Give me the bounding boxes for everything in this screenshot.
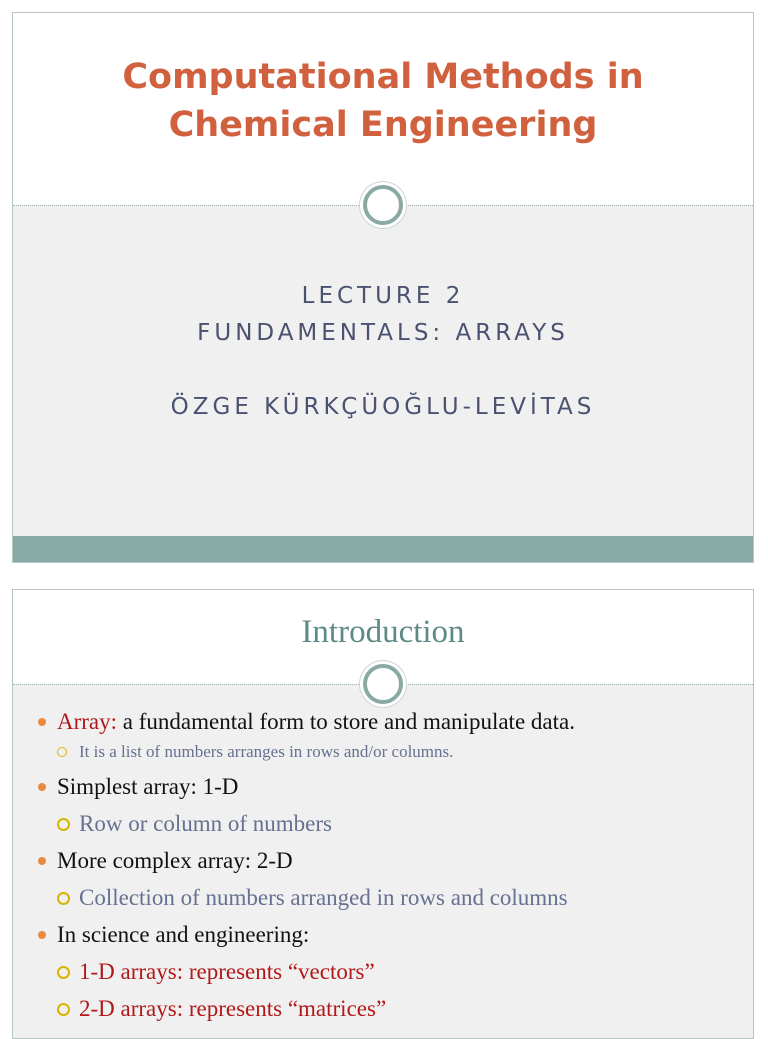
bullet-dot-icon — [38, 931, 46, 939]
ring-ornament-icon — [363, 185, 403, 225]
title-slide — [12, 12, 754, 563]
sub-bullet-circle-icon — [57, 747, 67, 757]
bullet-text: Simplest array: 1-D — [57, 774, 239, 799]
sub-bullet-circle-icon — [57, 966, 70, 979]
bullet-text: More complex array: 2-D — [57, 848, 293, 873]
sub-bullet-text: 2-D arrays: represents “matrices” — [79, 996, 387, 1021]
bullet-dot-icon — [38, 783, 46, 791]
sub-bullet-circle-icon — [57, 892, 70, 905]
sub-bullet-text: 1-D arrays: represents “vectors” — [79, 959, 375, 984]
ring-ornament-icon — [363, 664, 403, 704]
sub-bullet-circle-icon — [57, 818, 70, 831]
slide-title-line1: Computational Methods in — [122, 57, 644, 97]
sub-bullet-vectors — [13, 958, 753, 985]
lecture-topic: FUNDAMENTALS: ARRAYS — [197, 320, 569, 346]
sub-bullet-text: It is a list of numbers arranges in rows and/or columns. — [79, 742, 454, 761]
bullet-complex-array — [13, 847, 753, 874]
bullet-simplest-array — [13, 773, 753, 800]
sub-bullet-row-or-column — [13, 810, 753, 837]
lecture-number: LECTURE 2 — [301, 283, 465, 309]
sub-bullet-collection — [13, 884, 753, 911]
bottom-band — [13, 536, 753, 562]
bullet-dot-icon — [38, 857, 46, 865]
sub-bullet-matrices — [13, 995, 753, 1022]
slide-title — [13, 53, 753, 149]
sub-bullet-circle-icon — [57, 1003, 70, 1016]
subtitle-block — [13, 278, 753, 426]
bullet-dot-icon — [38, 718, 46, 726]
introduction-slide — [12, 589, 754, 1039]
sub-bullet-list-of-numbers — [13, 741, 753, 763]
title-area — [13, 13, 753, 205]
term-array: Array: — [57, 709, 118, 734]
bullet-array — [13, 708, 753, 735]
bullet-text: a fundamental form to store and manipulate data. — [117, 709, 575, 734]
author-name: ÖZGE KÜRKÇÜOĞLU-LEVİTAS — [170, 394, 596, 420]
slide-title-line2: Chemical Engineering — [168, 105, 598, 145]
bullet-science-engineering — [13, 921, 753, 948]
bullet-list — [13, 708, 753, 1022]
sub-bullet-text: Collection of numbers arranged in rows and columns — [79, 885, 568, 910]
bullet-text: In science and engineering: — [57, 922, 310, 947]
slide-title: Introduction — [301, 614, 465, 650]
sub-bullet-text: Row or column of numbers — [79, 811, 332, 836]
